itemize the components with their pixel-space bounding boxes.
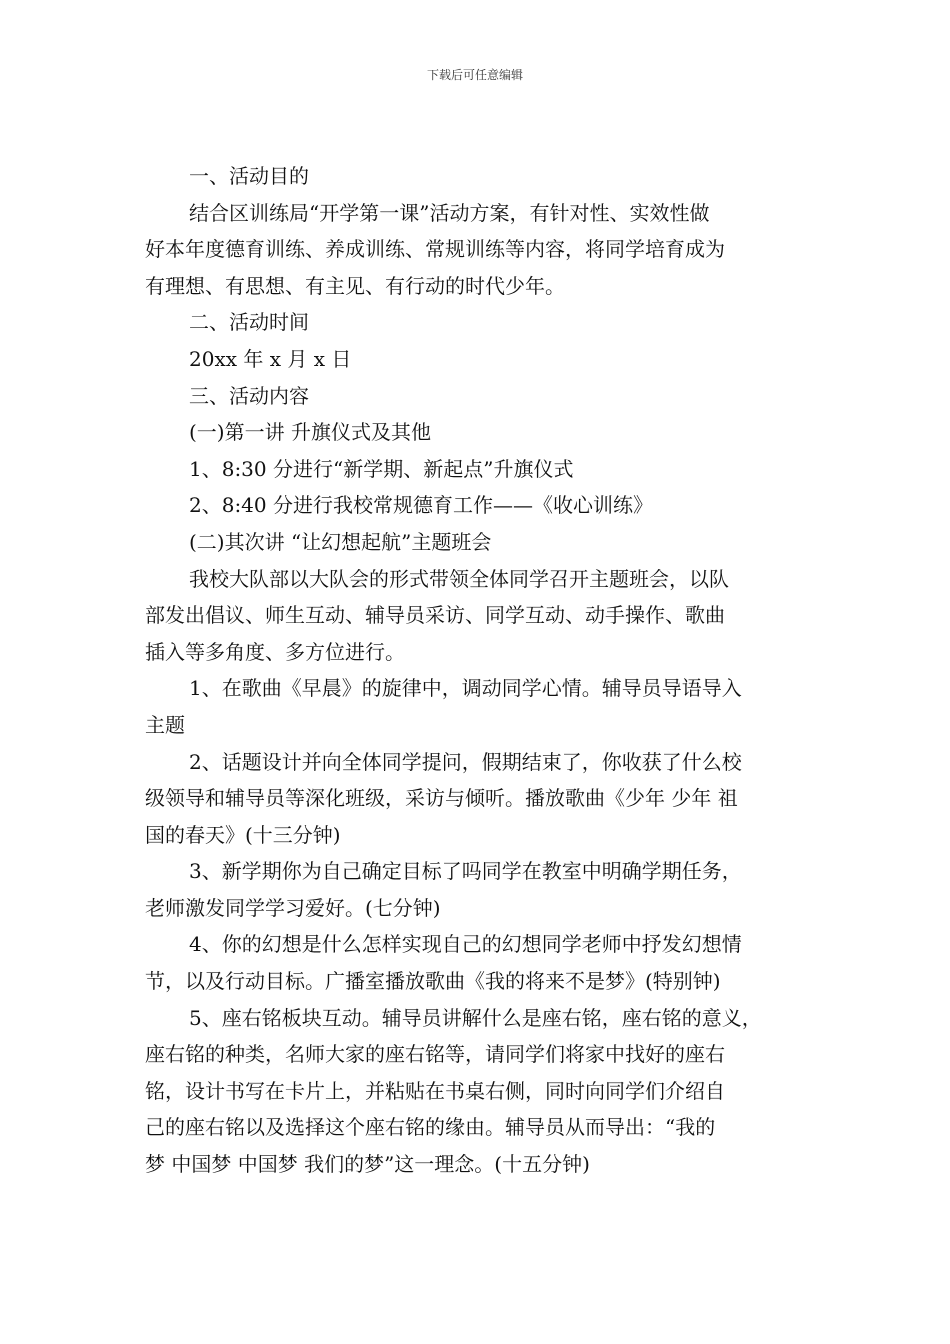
list-item: 座右铭的种类，名师大家的座右铭等，请同学们将家中找好的座右: [145, 1042, 725, 1067]
list-item: 1、在歌曲《早晨》的旋律中，调动同学心情。辅导员导语导入: [189, 676, 742, 701]
list-item: 主题: [145, 712, 185, 737]
document-body: [145, 158, 807, 1183]
list-item: 3、新学期你为自己确定目标了吗同学在教室中明确学期任务，: [189, 859, 742, 884]
list-item: 2、话题设计并向全体同学提问，假期结束了，你收获了什么校: [189, 749, 742, 774]
section-heading-purpose: 一、活动目的: [189, 164, 309, 188]
list-item: 1、8:30 分进行“新学期、新起点”升旗仪式: [189, 456, 574, 481]
subsection-heading: (二)其次讲 “让幻想起航”主题班会: [189, 529, 492, 554]
list-item: 级领导和辅导员等深化班级，采访与倾听。播放歌曲《少年 少年 祖: [145, 786, 738, 811]
paragraph-line: 结合区训练局“开学第一课”活动方案，有针对性、实效性做: [189, 200, 710, 225]
paragraph-line: 我校大队部以大队会的形式带领全体同学召开主题班会，以队: [189, 566, 729, 591]
list-item: 5、座右铭板块互动。辅导员讲解什么是座右铭，座右铭的意义，: [189, 1005, 762, 1030]
list-item: 老师激发同学学习爱好。(七分钟): [145, 895, 441, 920]
list-item: 己的座右铭以及选择这个座右铭的缘由。辅导员从而导出：“我的: [145, 1115, 716, 1140]
paragraph-line: 插入等多角度、多方位进行。: [145, 639, 405, 664]
paragraph-line: 有理想、有思想、有主见、有行动的时代少年。: [145, 273, 565, 298]
list-item: 铭，设计书写在卡片上，并粘贴在书桌右侧，同时向同学们介绍自: [145, 1078, 725, 1103]
section-heading-time: 二、活动时间: [189, 310, 309, 335]
subsection-heading: (一)第一讲 升旗仪式及其他: [189, 420, 431, 445]
paragraph-line: 好本年度德育训练、养成训练、常规训练等内容，将同学培育成为: [145, 237, 725, 262]
list-item: 国的春天》(十三分钟): [145, 822, 341, 847]
paragraph-line: 部发出倡议、师生互动、辅导员采访、同学互动、动手操作、歌曲: [145, 603, 725, 628]
list-item: 4、你的幻想是什么怎样实现自己的幻想同学老师中抒发幻想情: [189, 932, 742, 957]
section-heading-content: 三、活动内容: [189, 383, 309, 408]
activity-date: 20xx 年 x 月 x 日: [189, 346, 352, 371]
list-item: 梦 中国梦 中国梦 我们的梦”这一理念。(十五分钟): [145, 1152, 590, 1177]
page-header: 下载后可任意编辑: [426, 68, 523, 82]
list-item: 节，以及行动目标。广播室播放歌曲《我的将来不是梦》(特别钟): [145, 969, 721, 994]
list-item: 2、8:40 分进行我校常规德育工作——《收心训练》: [189, 493, 653, 518]
